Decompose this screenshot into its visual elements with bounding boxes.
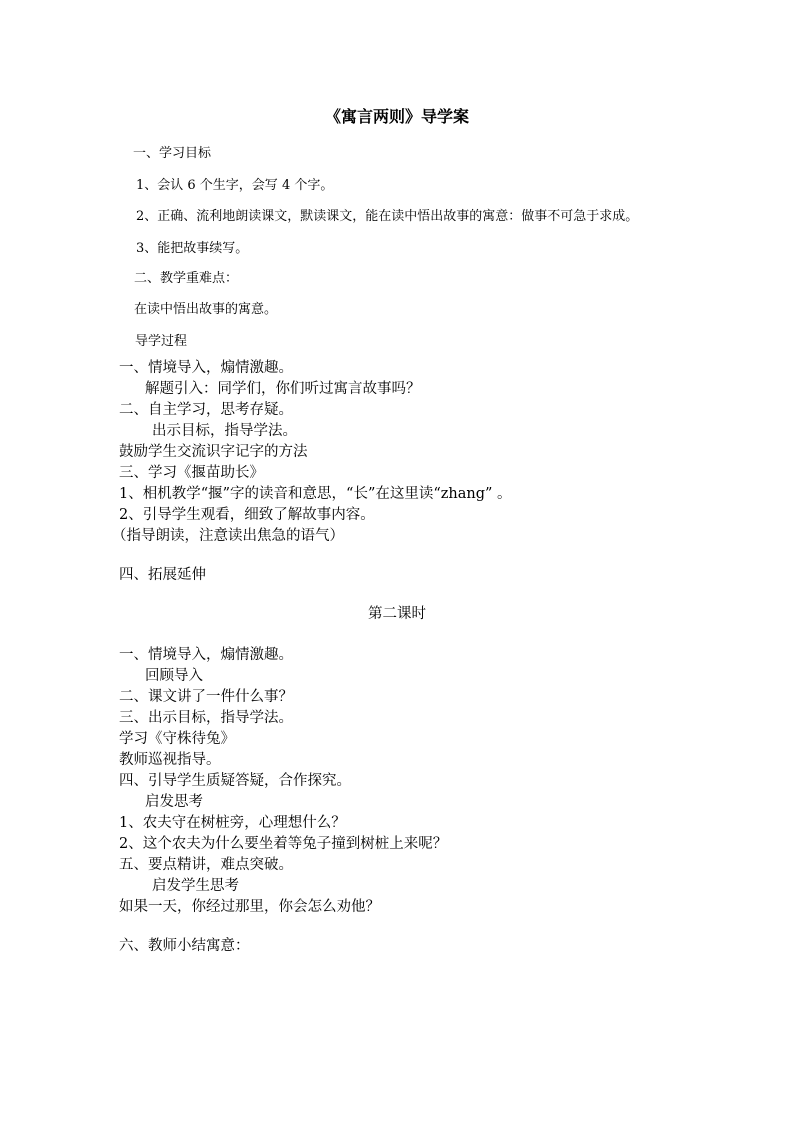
lesson2-line: 二、课文讲了一件什么事？	[119, 689, 293, 705]
process-line: 解题引入：同学们，你们听过寓言故事吗？	[145, 381, 421, 397]
objective-item: 2、正确、流利地朗读课文，默读课文，能在读中悟出故事的寓意：做事不可急于求成。	[136, 209, 639, 224]
process-line: 2、引导学生观看，细致了解故事内容。	[119, 507, 375, 523]
lesson2-line: 1、农夫守在树桩旁，心理想什么？	[119, 815, 346, 831]
section1-heading: 一、学习目标	[133, 146, 212, 161]
process-line: 一、情境导入，煽情激趣。	[119, 360, 293, 376]
process-line: 三、学习《揠苗助长》	[119, 465, 264, 481]
objective-item: 3、能把故事续写。	[136, 241, 249, 256]
process-line: 出示目标，指导学法。	[152, 423, 297, 439]
page-title: 《寓言两则》导学案	[324, 107, 469, 126]
lesson2-line: 四、引导学生质疑答疑，合作探究。	[119, 773, 351, 789]
lesson2-line: 启发学生思考	[152, 878, 239, 894]
lesson2-line: 2、这个农夫为什么要坐着等兔子撞到树桩上来呢？	[119, 836, 448, 852]
section2-content: 在读中悟出故事的寓意。	[134, 302, 278, 317]
process-heading: 导学过程	[135, 334, 188, 349]
lesson2-line: 三、出示目标，指导学法。	[119, 710, 293, 726]
process-line: 四、拓展延伸	[119, 567, 206, 583]
process-line: 二、自主学习，思考存疑。	[119, 402, 293, 418]
lesson2-line: 如果一天，你经过那里，你会怎么劝他？	[119, 899, 380, 915]
lesson2-line: 一、情境导入，煽情激趣。	[119, 647, 293, 663]
process-line: （指导朗读，注意读出焦急的语气）	[112, 528, 344, 544]
process-line: 鼓励学生交流识字记字的方法	[119, 444, 308, 460]
process-line: 1、相机教学“揠”字的读音和意思，“长”在这里读“zhang” 。	[119, 486, 512, 502]
lesson2-line: 启发思考	[145, 794, 203, 810]
lesson2-line: 学习《守株待兔》	[119, 731, 235, 747]
objective-item: 1、会认 6 个生字，会写 4 个字。	[136, 178, 334, 193]
lesson2-line: 回顾导入	[145, 668, 203, 684]
lesson2-line: 教师巡视指导。	[119, 752, 221, 768]
lesson2-heading: 第二课时	[368, 606, 426, 622]
section2-heading: 二、教学重难点：	[134, 271, 239, 286]
lesson2-line: 六、教师小结寓意：	[119, 938, 250, 954]
lesson2-line: 五、要点精讲，难点突破。	[119, 857, 293, 873]
